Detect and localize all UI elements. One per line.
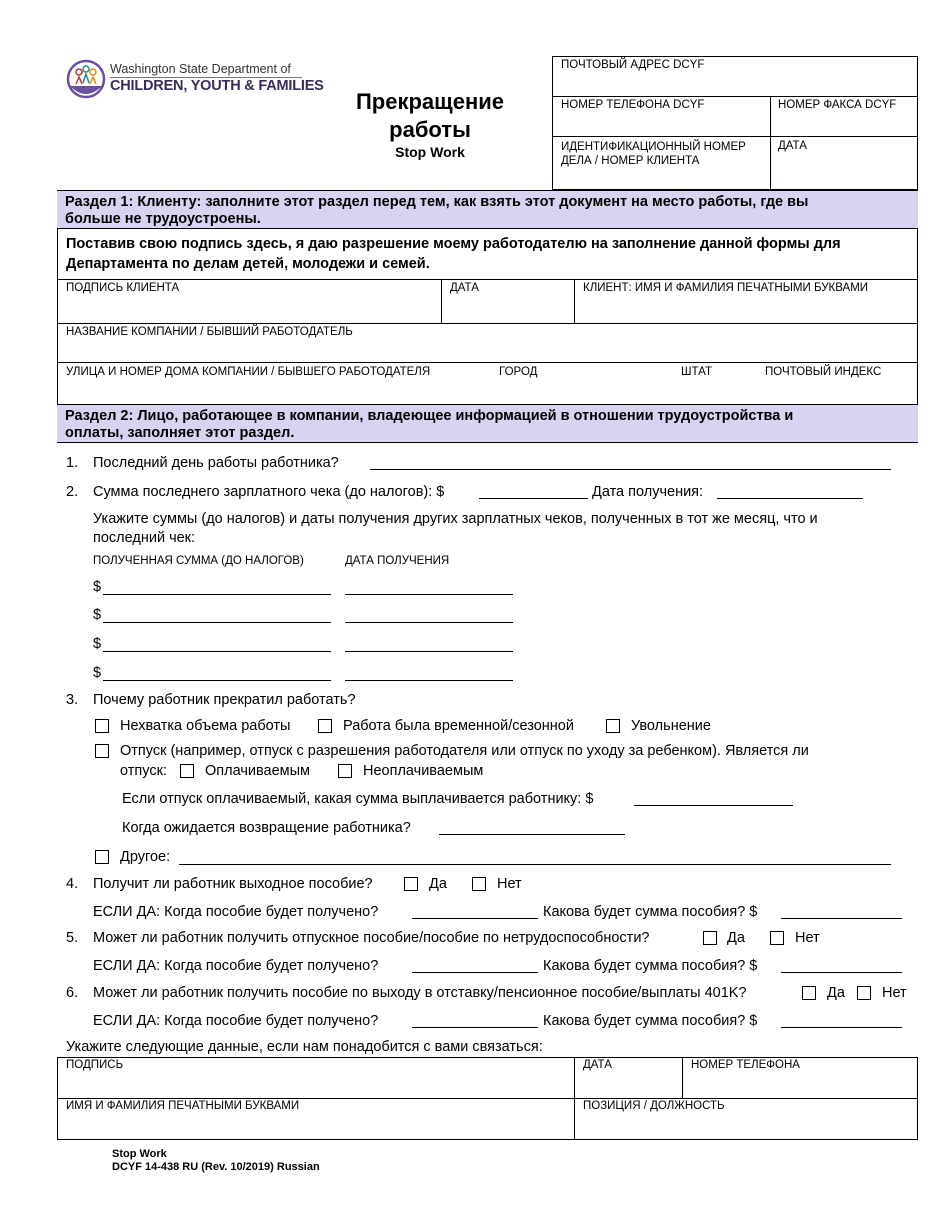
signature-field[interactable]: ПОДПИСЬ — [66, 1059, 124, 1071]
client-date-field[interactable]: ДАТА — [450, 282, 479, 294]
paid-leave-label: Оплачиваемым — [205, 763, 311, 779]
form-title-ru-line1: Прекращение — [355, 89, 505, 114]
dcyf-logo — [66, 58, 324, 100]
q5-yes-checkbox[interactable] — [703, 931, 717, 945]
q6-text: Может ли работник получить пособие по выходу в отставку/пенсионное пособие/выплаты 401K? — [93, 985, 747, 1001]
other-label: Другое: — [120, 849, 171, 865]
q5-when-label: ЕСЛИ ДА: Когда пособие будет получено? — [93, 958, 379, 974]
q4-when-input[interactable] — [412, 918, 538, 919]
q2-number: 2. — [66, 484, 79, 500]
q4-text: Получит ли работник выходное пособие? — [93, 876, 373, 892]
paycheck-amount-input[interactable] — [103, 622, 331, 623]
company-street-field[interactable]: УЛИЦА И НОМЕР ДОМА КОМПАНИИ / БЫВШЕГО РАБОТОДАТЕЛЯ — [66, 366, 431, 378]
return-date-label: Когда ожидается возвращение работника? — [122, 820, 411, 836]
q4-yes-checkbox[interactable] — [404, 877, 418, 891]
divider — [57, 323, 918, 324]
lack-of-work-checkbox[interactable] — [95, 719, 109, 733]
case-id-label-line1: ИДЕНТИФИКАЦИОННЫЙ НОМЕР — [561, 141, 746, 153]
case-id-field[interactable] — [561, 140, 746, 168]
leave-checkbox[interactable] — [95, 744, 109, 758]
q2-date-label: Дата получения: — [592, 484, 704, 500]
divider — [917, 1057, 918, 1140]
paid-leave-checkbox[interactable] — [180, 764, 194, 778]
company-state-field[interactable]: ШТАТ — [681, 366, 712, 378]
q1-last-day-input[interactable] — [370, 469, 891, 470]
q5-text: Может ли работник получить отпускное пособие/пособие по нетрудоспособности? — [93, 930, 650, 946]
fired-label: Увольнение — [631, 718, 711, 734]
divider — [574, 1057, 575, 1140]
paycheck-date-input[interactable] — [345, 680, 513, 681]
q6-number: 6. — [66, 985, 79, 1001]
q2-text: Сумма последнего зарплатного чека (до налогов): $ — [93, 484, 445, 500]
q6-yes-label: Да — [827, 985, 845, 1001]
form-title-ru — [330, 88, 530, 144]
divider — [574, 279, 575, 323]
footer-form-number: DCYF 14-438 RU (Rev. 10/2019) Russian — [112, 1161, 320, 1173]
q5-when-input[interactable] — [412, 972, 538, 973]
section2-heading-line1: Раздел 2: Лицо, работающее в компании, владеющее информацией в отношении трудоустройства и — [65, 408, 794, 424]
q5-no-label: Нет — [795, 930, 820, 946]
company-name-field[interactable]: НАЗВАНИЕ КОМПАНИИ / БЫВШИЙ РАБОТОДАТЕЛЬ — [66, 326, 353, 338]
signature-date-field[interactable]: ДАТА — [583, 1059, 612, 1071]
temporary-work-checkbox[interactable] — [318, 719, 332, 733]
q4-when-label: ЕСЛИ ДА: Когда пособие будет получено? — [93, 904, 379, 920]
q2-date-input[interactable] — [717, 498, 863, 499]
divider — [57, 362, 918, 363]
return-date-input[interactable] — [439, 834, 625, 835]
contact-note: Укажите следующие данные, если нам понадобится с вами связаться: — [66, 1039, 543, 1055]
divider — [57, 1057, 58, 1140]
form-title-ru-line2: работы — [389, 117, 471, 142]
paycheck-date-input[interactable] — [345, 651, 513, 652]
client-signature-field[interactable]: ПОДПИСЬ КЛИЕНТА — [66, 282, 180, 294]
section2-heading — [57, 404, 918, 443]
position-field[interactable]: ПОЗИЦИЯ / ДОЛЖНОСТЬ — [583, 1100, 725, 1112]
dollar-sign: $ — [93, 665, 102, 681]
q4-no-checkbox[interactable] — [472, 877, 486, 891]
q6-when-input[interactable] — [412, 1027, 538, 1028]
unpaid-leave-checkbox[interactable] — [338, 764, 352, 778]
company-city-field[interactable]: ГОРОД — [499, 366, 538, 378]
dollar-sign: $ — [93, 607, 102, 623]
temporary-work-label: Работа была временной/сезонной — [343, 718, 574, 734]
dollar-sign: $ — [93, 579, 102, 595]
company-zip-field[interactable]: ПОЧТОВЫЙ ИНДЕКС — [765, 366, 882, 378]
date-column-header: ДАТА ПОЛУЧЕНИЯ — [345, 555, 450, 567]
section2-heading-line2: оплаты, заполняет этот раздел. — [65, 425, 295, 441]
family-logo-icon — [66, 58, 106, 100]
q5-yes-label: Да — [727, 930, 745, 946]
paycheck-amount-input[interactable] — [103, 594, 331, 595]
consent-text — [66, 234, 841, 274]
q5-no-checkbox[interactable] — [770, 931, 784, 945]
lack-of-work-label: Нехватка объема работы — [120, 718, 291, 734]
other-input[interactable] — [179, 864, 891, 865]
divider — [57, 1057, 918, 1058]
fired-checkbox[interactable] — [606, 719, 620, 733]
q4-number: 4. — [66, 876, 79, 892]
q1-text: Последний день работы работника? — [93, 455, 339, 471]
divider — [552, 136, 918, 137]
q6-amount-input[interactable] — [781, 1027, 902, 1028]
amount-column-header: ПОЛУЧЕННАЯ СУММА (ДО НАЛОГОВ) — [93, 555, 304, 567]
divider — [552, 96, 918, 97]
paycheck-amount-input[interactable] — [103, 651, 331, 652]
q2-note-line1: Укажите суммы (до налогов) и даты получения других зарплатных чеков, полученных в тот же месяц, что и — [93, 511, 818, 527]
q2-note — [93, 510, 818, 548]
paycheck-amount-input[interactable] — [103, 680, 331, 681]
footer — [112, 1148, 320, 1174]
section1-heading-line2: больше не трудоустроены. — [65, 211, 261, 227]
contact-phone-field[interactable]: НОМЕР ТЕЛЕФОНА — [691, 1059, 800, 1071]
q1-number: 1. — [66, 455, 79, 471]
divider — [682, 1057, 683, 1098]
dollar-sign: $ — [93, 636, 102, 652]
unpaid-leave-label: Неоплачиваемым — [363, 763, 484, 779]
divider — [57, 279, 918, 280]
divider — [441, 279, 442, 323]
fax-field[interactable]: НОМЕР ФАКСА DCYF — [778, 99, 897, 111]
consent-line1: Поставив свою подпись здесь, я даю разрешение моему работодателю на заполнение данной формы для — [66, 236, 841, 252]
logo-department-text: Washington State Department of — [110, 62, 291, 76]
print-name-field[interactable]: ИМЯ И ФАМИЛИЯ ПЕЧАТНЫМИ БУКВАМИ — [66, 1100, 300, 1112]
divider — [770, 96, 771, 190]
q5-amount-input[interactable] — [781, 972, 902, 973]
paycheck-date-input[interactable] — [345, 622, 513, 623]
other-checkbox[interactable] — [95, 850, 109, 864]
q6-no-checkbox[interactable] — [857, 986, 871, 1000]
q2-note-line2: последний чек: — [93, 530, 196, 546]
q5-amount-label: Какова будет сумма пособия? $ — [543, 958, 758, 974]
q3-text: Почему работник прекратил работать? — [93, 692, 356, 708]
form-title-en: Stop Work — [395, 144, 465, 160]
q4-amount-label: Какова будет сумма пособия? $ — [543, 904, 758, 920]
leave-label-line2: отпуск: — [120, 763, 167, 779]
q6-amount-label: Какова будет сумма пособия? $ — [543, 1013, 758, 1029]
section1-heading — [57, 190, 918, 229]
mail-address-field[interactable]: ПОЧТОВЫЙ АДРЕС DCYF — [561, 59, 705, 71]
paid-amount-label: Если отпуск оплачиваемый, какая сумма выплачивается работнику: $ — [122, 791, 594, 807]
paycheck-date-input[interactable] — [345, 594, 513, 595]
q6-no-label: Нет — [882, 985, 907, 1001]
section1-heading-line1: Раздел 1: Клиенту: заполните этот раздел перед тем, как взять этот документ на место работы, где вы — [65, 194, 809, 210]
q5-number: 5. — [66, 930, 79, 946]
q6-yes-checkbox[interactable] — [802, 986, 816, 1000]
q4-yes-label: Да — [429, 876, 447, 892]
q2-amount-input[interactable] — [479, 498, 588, 499]
q3-number: 3. — [66, 692, 79, 708]
q4-no-label: Нет — [497, 876, 522, 892]
client-name-field[interactable]: КЛИЕНТ: ИМЯ И ФАМИЛИЯ ПЕЧАТНЫМИ БУКВАМИ — [583, 282, 869, 294]
paid-amount-input[interactable] — [634, 805, 793, 806]
leave-label: Отпуск (например, отпуск с разрешения работодателя или отпуск по уходу за ребенком). Является ли — [120, 743, 809, 759]
q4-amount-input[interactable] — [781, 918, 902, 919]
phone-field[interactable]: НОМЕР ТЕЛЕФОНА DCYF — [561, 99, 705, 111]
office-info-box — [552, 56, 918, 190]
date-field[interactable]: ДАТА — [778, 140, 807, 152]
logo-agency-text: CHILDREN, YOUTH & FAMILIES — [110, 78, 324, 94]
consent-line2: Департамента по делам детей, молодежи и семей. — [66, 256, 430, 272]
q6-when-label: ЕСЛИ ДА: Когда пособие будет получено? — [93, 1013, 379, 1029]
divider — [57, 1098, 918, 1099]
case-id-label-line2: ДЕЛА / НОМЕР КЛИЕНТА — [561, 155, 700, 167]
footer-form-name: Stop Work — [112, 1148, 167, 1160]
divider — [57, 1139, 918, 1140]
